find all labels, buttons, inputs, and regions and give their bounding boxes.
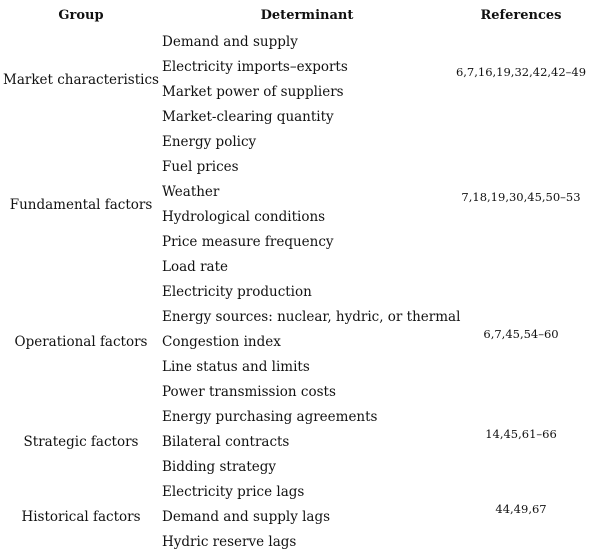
references-cell: 7,18,19,30,45,50–53 xyxy=(461,189,581,204)
group-row xyxy=(0,130,590,280)
determinant-item: Price measure frequency xyxy=(162,234,334,250)
header-determinant: Determinant xyxy=(260,8,354,23)
determinant-list xyxy=(162,280,460,405)
determinant-item: Market-clearing quantity xyxy=(162,109,334,125)
determinant-item: Electricity imports–exports xyxy=(162,59,348,75)
determinant-item: Fuel prices xyxy=(162,159,239,175)
determinant-item: Hydrological conditions xyxy=(162,209,326,225)
references-cell: 6,7,16,19,32,42,42–49 xyxy=(455,64,587,79)
references-cell: 14,45,61–66 xyxy=(485,427,557,441)
group-name: Strategic factors xyxy=(23,434,139,450)
references-cell: 6,7,45,54–60 xyxy=(483,327,559,341)
determinant-item: Electricity production xyxy=(162,284,312,300)
group-row xyxy=(0,280,590,405)
determinant-item: Power transmission costs xyxy=(162,384,336,400)
group-row xyxy=(0,405,590,480)
determinant-list xyxy=(162,405,377,480)
determinant-item: Energy sources: nuclear, hydric, or thermal xyxy=(162,309,461,325)
references-cell: 44,49,67 xyxy=(495,502,547,516)
determinant-item: Bilateral contracts xyxy=(162,434,290,450)
determinant-item: Energy policy xyxy=(162,134,257,150)
determinant-list xyxy=(162,30,348,130)
header-group: Group xyxy=(58,8,104,23)
determinant-item: Demand and supply lags xyxy=(162,509,331,525)
determinant-item: Weather xyxy=(162,184,220,200)
determinant-item: Hydric reserve lags xyxy=(162,534,297,550)
determinant-list xyxy=(162,480,330,555)
determinant-list xyxy=(162,130,334,280)
group-name: Historical factors xyxy=(21,509,141,525)
determinant-item: Market power of suppliers xyxy=(162,84,344,100)
group-name: Market characteristics xyxy=(3,71,159,88)
determinant-item: Energy purchasing agreements xyxy=(162,409,378,425)
group-name: Fundamental factors xyxy=(9,196,153,213)
group-row xyxy=(0,480,590,555)
determinant-item: Load rate xyxy=(162,259,228,275)
determinant-item: Electricity price lags xyxy=(162,484,305,500)
header-references: References xyxy=(480,8,562,23)
determinant-item: Demand and supply xyxy=(162,34,298,50)
determinant-item: Bidding strategy xyxy=(162,459,277,475)
group-row xyxy=(0,30,590,130)
group-name: Operational factors xyxy=(14,334,148,350)
determinant-item: Congestion index xyxy=(162,334,281,350)
determinant-item: Line status and limits xyxy=(162,359,310,375)
